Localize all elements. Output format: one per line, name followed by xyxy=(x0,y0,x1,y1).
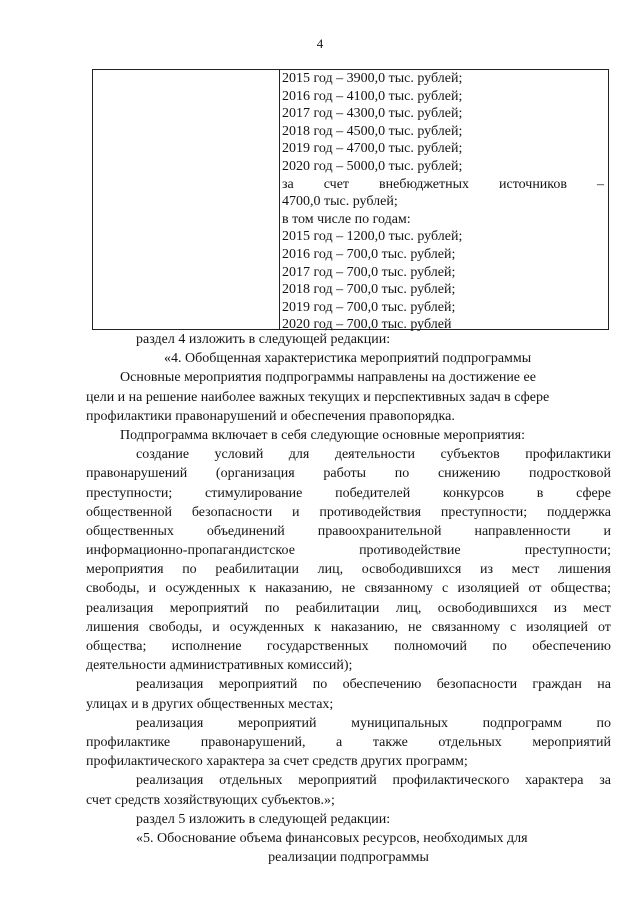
word: связанному xyxy=(364,581,433,597)
justified-line xyxy=(86,599,611,618)
extra-word: источников xyxy=(499,176,568,192)
word: свободы, xyxy=(86,581,140,597)
extra-budget-total: 4700,0 тыс. рублей; xyxy=(282,194,398,210)
word: и xyxy=(148,581,157,597)
word: наказанию, xyxy=(265,581,333,597)
word: осужденных xyxy=(229,619,305,635)
funding-table-right-cell xyxy=(280,70,608,333)
word: осужденных xyxy=(165,581,240,597)
justified-line xyxy=(86,579,611,598)
funding-line: 2015 год – 3900,0 тыс. рублей; xyxy=(282,71,463,86)
word: общественной xyxy=(86,504,173,520)
word: к xyxy=(249,581,256,597)
word: характера xyxy=(525,773,584,789)
by-years-label: в том числе по годам: xyxy=(282,211,411,227)
word: полномочий xyxy=(393,639,468,654)
paragraph-line: счет средств хозяйствующих субъектов.»; xyxy=(86,792,335,808)
word: мест xyxy=(583,600,611,616)
word: не xyxy=(408,619,422,635)
word: в xyxy=(536,485,544,501)
word: свободы, xyxy=(148,619,203,635)
word: и xyxy=(292,504,300,520)
justified-line xyxy=(86,675,611,694)
word: мероприятий xyxy=(532,734,611,750)
paragraph-line: Основные мероприятия подпрограммы направлены на достижение ее xyxy=(120,370,536,386)
word: преступности; xyxy=(524,543,611,559)
word: общественных xyxy=(86,523,174,539)
word: реабилитации xyxy=(215,562,299,578)
word: стимулирование xyxy=(204,485,303,501)
word: из xyxy=(479,562,493,578)
word: и xyxy=(212,619,220,635)
extra-funding-line: 2017 год – 700,0 тыс. рублей; xyxy=(282,264,456,280)
word: деятельности xyxy=(334,447,415,463)
word: по xyxy=(182,562,197,578)
justified-line xyxy=(86,464,611,483)
word: изоляцией xyxy=(457,581,520,597)
justified-line xyxy=(86,733,611,752)
word: общества; xyxy=(550,581,611,597)
word: реализация xyxy=(136,773,204,789)
word: мест xyxy=(511,562,540,578)
word: по xyxy=(394,466,410,482)
funding-table xyxy=(92,69,609,333)
word: противодействия xyxy=(319,504,422,520)
word: также xyxy=(372,734,408,750)
extra-funding-line: 2019 год – 700,0 тыс. рублей; xyxy=(282,299,456,315)
word: преступности; xyxy=(440,504,528,520)
word: сфере xyxy=(576,485,611,501)
word: наказанию, xyxy=(330,619,399,635)
extra-word: за xyxy=(282,176,294,192)
word: государственных xyxy=(266,639,369,654)
word: по xyxy=(312,677,328,693)
word: на xyxy=(597,677,611,693)
section5-intro: раздел 5 изложить в следующей редакции: xyxy=(136,811,391,827)
paragraph-line: профилактики правонарушений и обеспечения правопорядка. xyxy=(86,408,455,424)
word: лиц, xyxy=(317,562,344,578)
paragraph-line: улицах и в других общественных местах; xyxy=(86,696,334,712)
word: конкурсов xyxy=(442,485,504,501)
word: изоляцией xyxy=(526,619,589,635)
word: обеспечению xyxy=(342,677,422,693)
word: мероприятия xyxy=(86,562,164,578)
word: работы xyxy=(323,466,367,482)
word: информационно-пропагандистское xyxy=(86,543,295,559)
word: за xyxy=(599,773,611,789)
justified-line xyxy=(86,522,611,541)
word: мероприятий xyxy=(218,677,298,693)
word: для xyxy=(288,447,310,463)
justified-line xyxy=(86,771,611,790)
word: граждан xyxy=(532,677,582,693)
word: мероприятий xyxy=(298,773,377,789)
word: профилактике xyxy=(86,734,171,750)
word: к xyxy=(314,619,321,635)
word: отдельных xyxy=(438,734,502,750)
word: освободившихся xyxy=(437,600,538,616)
word: обеспечению xyxy=(532,639,611,654)
word: лиц, xyxy=(395,600,422,616)
word: условий xyxy=(214,447,264,463)
extra-funding-line: 2016 год – 700,0 тыс. рублей; xyxy=(282,246,456,262)
extra-word: внебюджетных xyxy=(379,176,470,192)
word: правонарушений, xyxy=(200,734,306,750)
section4-intro: раздел 4 изложить в следующей редакции: xyxy=(136,332,391,347)
word: не xyxy=(341,581,356,597)
justified-line xyxy=(86,714,611,733)
paragraph-line: Подпрограмма включает в себя следующие основные мероприятия: xyxy=(120,427,525,443)
word: исполнение xyxy=(171,639,242,654)
extra-funding-line: 2015 год – 1200,0 тыс. рублей; xyxy=(282,229,463,245)
paragraph-line: профилактического характера за счет средств других программ; xyxy=(86,754,468,770)
word: по xyxy=(264,600,280,616)
justified-line xyxy=(86,560,611,579)
word: правоохранительной xyxy=(317,523,442,539)
document-body xyxy=(86,330,611,867)
funding-table-left-cell xyxy=(93,70,280,329)
justified-line xyxy=(86,503,611,522)
section4-title: «4. Обобщенная характеристика мероприятий подпрограммы xyxy=(164,351,532,367)
extra-funding-line: 2018 год – 700,0 тыс. рублей; xyxy=(282,282,456,298)
word: общества; xyxy=(86,639,147,654)
section5-title: «5. Обоснование объема финансовых ресурсов, необходимых для xyxy=(136,830,528,846)
word: лишения xyxy=(86,619,139,635)
section5-title-continued: реализации подпрограммы xyxy=(268,850,429,866)
word: от xyxy=(597,619,611,635)
word: профилактического xyxy=(392,773,510,789)
word: реабилитации xyxy=(295,600,380,616)
justified-line xyxy=(86,618,611,637)
paragraph-line: деятельности административных комиссий); xyxy=(86,658,353,674)
word: объединений xyxy=(206,523,285,539)
word: по xyxy=(492,639,507,654)
extra-funding-line: 2020 год – 700,0 тыс. рублей xyxy=(282,317,452,333)
extra-word: – xyxy=(596,176,604,192)
word: реализация xyxy=(86,600,154,616)
word: с xyxy=(510,619,517,635)
word: создание xyxy=(136,447,190,463)
funding-line: 2020 год – 5000,0 тыс. рублей; xyxy=(282,158,463,174)
word: из xyxy=(553,600,567,616)
word: правонарушений xyxy=(86,466,188,482)
word: мероприятий xyxy=(169,600,249,616)
word: субъектов xyxy=(440,447,500,463)
word: освободившихся xyxy=(361,562,462,578)
page-number: 4 xyxy=(316,36,324,51)
extra-word: счет xyxy=(323,176,350,192)
word: по xyxy=(596,715,611,731)
word: снижению xyxy=(437,466,501,482)
funding-line: 2017 год – 4300,0 тыс. рублей; xyxy=(282,106,463,122)
word: с xyxy=(442,581,449,597)
word: профилактики xyxy=(525,447,611,463)
word: лишения xyxy=(558,562,611,578)
word: подпрограмм xyxy=(482,715,562,731)
word: связанному xyxy=(431,619,501,635)
word: отдельных xyxy=(219,773,283,789)
word: от xyxy=(528,581,542,597)
justified-line xyxy=(86,445,611,464)
word: противодействие xyxy=(359,543,461,559)
funding-line: 2016 год – 4100,0 тыс. рублей; xyxy=(282,88,463,104)
word: а xyxy=(336,734,343,750)
word: безопасности xyxy=(191,504,273,520)
word: и xyxy=(603,523,611,539)
paragraph-line: цели и на решение наиболее важных текущих и перспективных задач в сфере xyxy=(86,389,550,405)
word: направленности xyxy=(474,523,571,539)
word: мероприятий xyxy=(237,715,317,731)
word: поддержка xyxy=(546,504,611,520)
extra-budget-line xyxy=(282,176,604,194)
word: реализация xyxy=(136,677,204,693)
funding-line: 2019 год – 4700,0 тыс. рублей; xyxy=(282,141,463,157)
word: безопасности xyxy=(436,677,518,693)
word: победителей xyxy=(335,485,411,501)
funding-line: 2018 год – 4500,0 тыс. рублей; xyxy=(282,123,463,139)
word: (организация xyxy=(215,466,295,482)
word: муниципальных xyxy=(351,715,449,731)
word: преступности; xyxy=(86,485,173,501)
word: реализация xyxy=(136,715,204,731)
word: подростковой xyxy=(528,466,611,482)
justified-line xyxy=(86,484,611,503)
justified-line xyxy=(86,541,611,560)
justified-line xyxy=(86,637,611,656)
